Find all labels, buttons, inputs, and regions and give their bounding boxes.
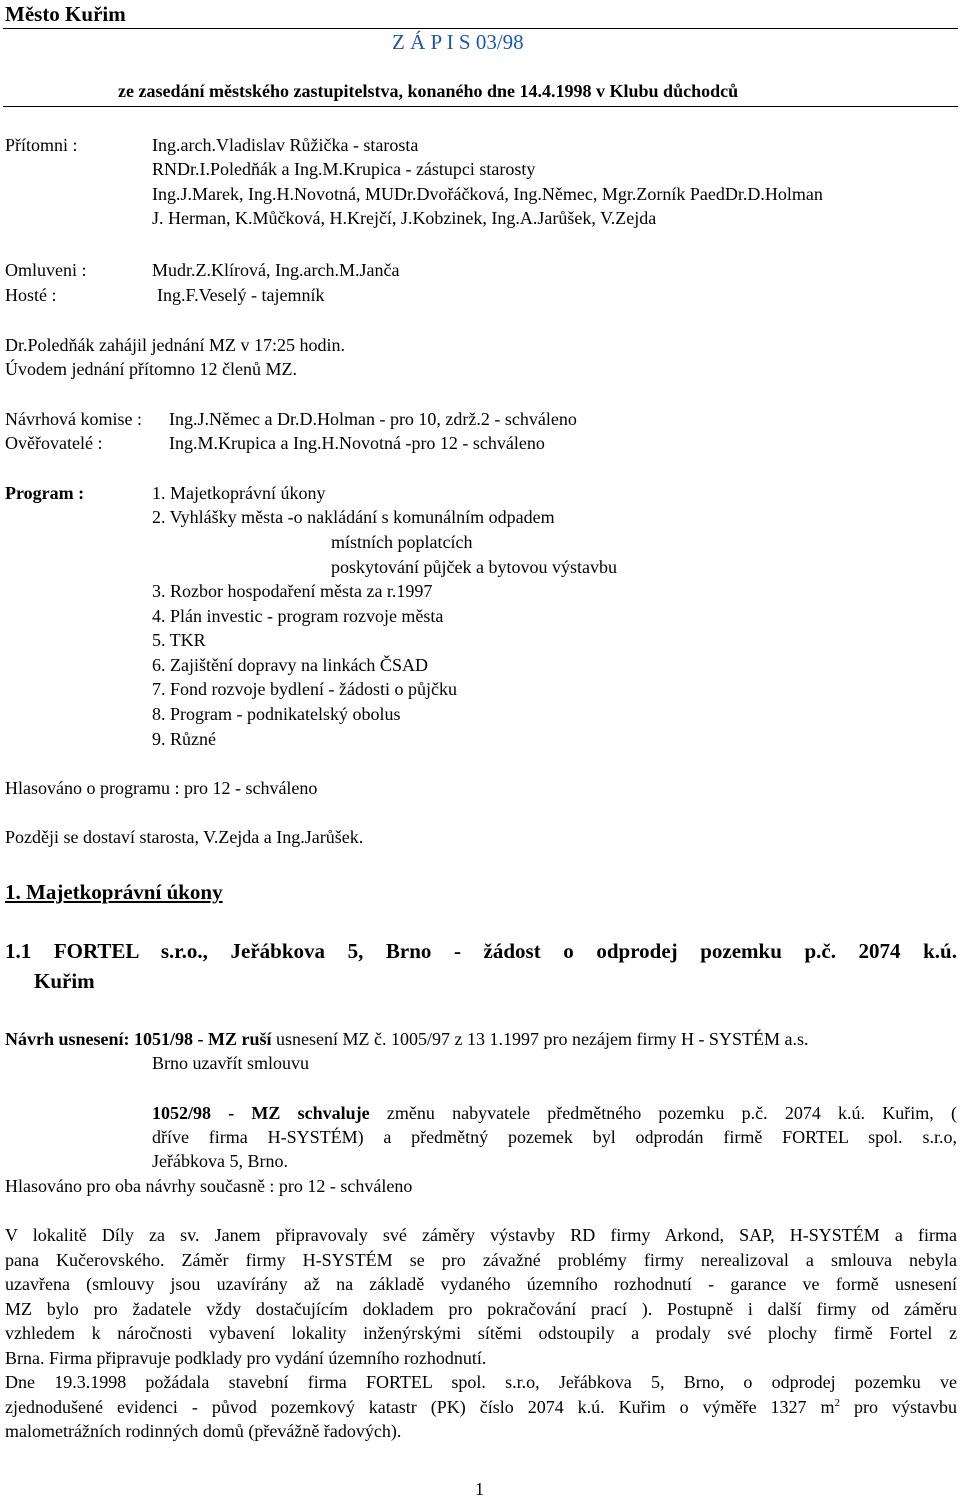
subsection-heading-cont: Kuřim [34, 969, 95, 993]
opening-line: Dr.Poledňák zahájil jednání MZ v 17:25 hodin. [5, 335, 345, 355]
excused-label: Omluveni : [5, 260, 87, 280]
resolution-verb: schvaluje [297, 1103, 370, 1123]
area-superscript: 2 [834, 1397, 841, 1409]
verifiers-value: Ing.M.Krupica a Ing.H.Novotná -pro 12 - schváleno [169, 433, 545, 453]
resolution-number: 1051/98 - MZ [134, 1029, 238, 1049]
resolution-1052 [152, 1101, 957, 1125]
area-text: zjednodušené evidenci - původ pozemkový katastr (PK) číslo 2074 k.ú. Kuřim o výměře 1327 m [5, 1397, 835, 1417]
guests-value: Ing.F.Veselý - tajemník [157, 285, 325, 305]
document-title: Z Á P I S 03/98 [392, 30, 524, 54]
paragraph-line: pana Kučerovského. Záměr firmy H-SYSTÉM se pro závažné problémy firmy nerealizoval a smlouva nebyla [5, 1250, 957, 1270]
resolution-number: 1052/98 - MZ [152, 1103, 281, 1123]
program-item: 9. Různé [152, 729, 216, 749]
city-name: Město Kuřim [5, 2, 126, 26]
draft-committee-label: Návrhová komise : [5, 409, 142, 429]
resolution-1051 [5, 1027, 808, 1051]
resolution-text-cont: Jeřábkova 5, Brno. [152, 1151, 288, 1171]
proposal-label: Návrh usnesení: [5, 1029, 130, 1049]
program-item: 5. TKR [152, 630, 206, 650]
program-item: 6. Zajištění dopravy na linkách ČSAD [152, 655, 428, 675]
paragraph-line: Brna. Firma připravuje podklady pro vydání územního rozhodnutí. [5, 1348, 487, 1368]
page-number: 1 [475, 1479, 484, 1499]
present-line: RNDr.I.Poledňák a Ing.M.Krupica - zástupci starosty [152, 159, 536, 179]
program-item: 1. Majetkoprávní úkony [152, 483, 326, 503]
program-item: 2. Vyhlášky města -o nakládání s komunálním odpadem [152, 507, 555, 527]
opening-line: Úvodem jednání přítomno 12 členů MZ. [5, 359, 297, 379]
paragraph-line: uzavřena (smlouvy jsou uzavírány až na základě vydaného územního rozhodnutí - garance ve formě usnesení [5, 1274, 957, 1294]
resolution-text: usnesení MZ č. 1005/97 z 13 1.1997 pro nezájem firmy H - SYSTÉM a.s. [276, 1029, 809, 1049]
present-line: Ing.arch.Vladislav Růžička - starosta [152, 135, 419, 155]
guests-label: Hosté : [5, 285, 57, 305]
paragraph-line: MZ bylo pro žadatele vždy dostačujícím dokladem pro pokračování prací ). Postupně i další firmy od záměru [5, 1299, 957, 1319]
paragraph-line: Dne 19.3.1998 požádala stavební firma FORTEL spol. s.r.o, Jeřábkova 5, Brno, o odprodej pozemku ve [5, 1372, 957, 1392]
paragraph-line: V lokalitě Díly za sv. Janem připravovaly své záměry výstavby RD firmy Arkond, SAP, H-SYSTÉM a firma [5, 1225, 957, 1245]
program-label: Program : [5, 483, 85, 503]
resolution-text: změnu nabyvatele předmětného pozemku p.č. 2074 k.ú. Kuřim, ( [386, 1103, 957, 1123]
excused-value: Mudr.Z.Klírová, Ing.arch.M.Janča [152, 260, 400, 280]
program-vote: Hlasováno o programu : pro 12 - schváleno [5, 778, 318, 798]
program-subitem: místních poplatcích [331, 532, 473, 552]
program-item: 7. Fond rozvoje bydlení - žádosti o půjčku [152, 679, 457, 699]
resolution-verb: ruší [241, 1029, 272, 1049]
combined-vote: Hlasováno pro oba návrhy současně : pro 12 - schváleno [5, 1176, 413, 1196]
section-heading: 1. Majetkoprávní úkony [5, 880, 223, 904]
draft-committee-value: Ing.J.Němec a Dr.D.Holman - pro 10, zdrž.2 - schváleno [169, 409, 577, 429]
present-label: Přítomni : [5, 135, 78, 155]
present-line: Ing.J.Marek, Ing.H.Novotná, MUDr.Dvořáčková, Ing.Němec, Mgr.Zorník PaedDr.D.Holman [152, 184, 823, 204]
verifiers-label: Ověřovatelé : [5, 433, 103, 453]
program-subitem: poskytování půjček a bytovou výstavbu [331, 557, 617, 577]
program-item: 3. Rozbor hospodaření města za r.1997 [152, 581, 433, 601]
resolution-text-cont: dříve firma H-SYSTÉM) a předmětný pozemek byl odprodán firmě FORTEL spol. s.r.o, [152, 1127, 957, 1147]
document-subtitle: ze zasedání městského zastupitelstva, konaného dne 14.4.1998 v Klubu důchodců [118, 81, 739, 101]
program-item: 4. Plán investic - program rozvoje města [152, 606, 444, 626]
paragraph-line: malometrážních rodinných domů (převážně řadových). [5, 1421, 402, 1441]
paragraph-line-area [5, 1395, 957, 1419]
present-line: J. Herman, K.Můčková, H.Krejčí, J.Kobzinek, Ing.A.Jarůšek, V.Zejda [152, 208, 657, 228]
subsection-heading: 1.1 FORTEL s.r.o., Jeřábkova 5, Brno - žádost o odprodej pozemku p.č. 2074 k.ú. [5, 939, 957, 963]
paragraph-line: vzhledem k náročnosti vybavení lokality inženýrskými sítěmi odstoupily a prodaly své plochy firmě Fortel z [5, 1323, 957, 1343]
header-rule-bottom [3, 106, 958, 107]
later-arrival-note: Později se dostaví starosta, V.Zejda a Ing.Jarůšek. [5, 827, 364, 847]
program-item: 8. Program - podnikatelský obolus [152, 704, 401, 724]
area-text-end: pro výstavbu [840, 1397, 957, 1417]
resolution-text-cont: Brno uzavřít smlouvu [152, 1053, 309, 1073]
